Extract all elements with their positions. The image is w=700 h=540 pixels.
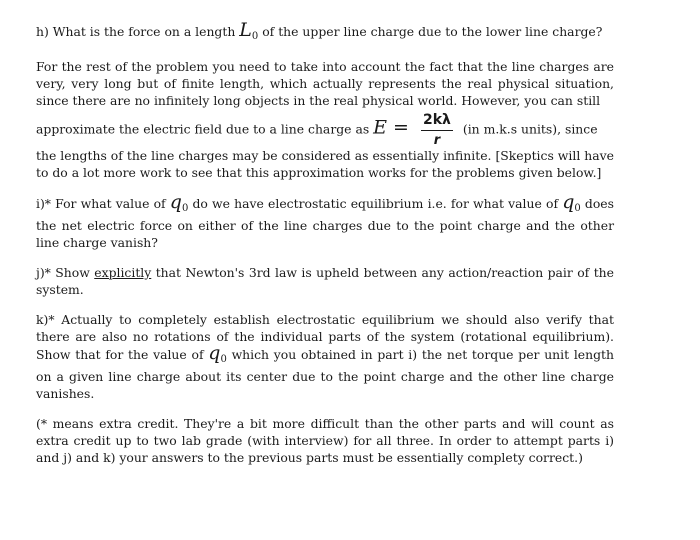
charge-symbol-subscript: 0 xyxy=(181,203,189,214)
charge-symbol xyxy=(208,342,227,364)
field-symbol: E xyxy=(373,116,387,139)
charge-symbol xyxy=(170,191,189,213)
length-symbol xyxy=(239,19,258,41)
field-approximation-line xyxy=(36,113,614,147)
intro-text: For the rest of the problem you need to take into account the fact that the line charges are very, very long but of finite length, which actually represents the real physical situation, since there are no infinitely long objects in the real physical world. However, you can still xyxy=(36,59,614,108)
equals-sign: = xyxy=(387,116,415,139)
intro-paragraph xyxy=(36,58,614,181)
fraction-numerator: 2kλ xyxy=(421,113,453,131)
question-h xyxy=(36,19,614,45)
underlined-word: explicitly xyxy=(94,265,152,280)
question-h-text: h) What is the force on a length xyxy=(36,24,240,39)
question-i-text-end: does the net electric force on either of the line charges due to the point charge and the other line charge vanish? xyxy=(36,196,614,250)
charge-symbol xyxy=(562,191,581,213)
field-fraction xyxy=(421,113,453,147)
question-k xyxy=(36,311,614,402)
question-k-text: k)* Actually to completely establish electrostatic equilibrium we should also verify that there are also no rotations of the individual parts of the system (rotational equilibrium). Show that for the value of xyxy=(36,312,614,362)
question-i-text: i)* For what value of xyxy=(36,196,170,211)
question-i-text-mid: do we have electrostatic equilibrium i.e. for what value of xyxy=(188,196,563,211)
question-k-text-end: which you obtained in part i) the net torque per unit length on a given line charge about its center due to the point charge and the other line charge vanishes. xyxy=(36,347,614,401)
length-symbol-letter: L xyxy=(239,19,252,41)
question-h-text-end: of the upper line charge due to the lower line charge? xyxy=(258,24,603,39)
question-i xyxy=(36,191,614,251)
charge-symbol-letter: q xyxy=(562,191,575,213)
intro-text-rest: the lengths of the line charges may be considered as essentially infinite. [Skeptics will have to do a lot more work to see that this approximation works for the problems given below.] xyxy=(36,148,614,180)
units-text: (in m.k.s units), since xyxy=(458,121,598,137)
approx-text: approximate the electric field due to a line charge as xyxy=(36,121,374,137)
fraction-denominator: r xyxy=(433,133,441,148)
question-j-text: j)* Show xyxy=(36,265,95,280)
length-symbol-subscript: 0 xyxy=(251,31,259,42)
charge-symbol-subscript: 0 xyxy=(574,203,581,214)
charge-symbol-subscript: 0 xyxy=(220,354,227,365)
question-j-text-end: that Newton's 3rd law is upheld between any action/reaction pair of the system. xyxy=(36,265,614,297)
charge-symbol-letter: q xyxy=(208,342,221,364)
extra-credit-text: (* means extra credit. They're a bit more difficult than the other parts and will count as extra credit up to two lab grade (with interview) for all three. In order to attempt parts i) and j) and k) your answers to the previous parts must be essentially complety correct.) xyxy=(36,416,614,465)
question-j xyxy=(36,264,614,298)
charge-symbol-letter: q xyxy=(169,191,182,213)
extra-credit-note xyxy=(36,415,614,466)
